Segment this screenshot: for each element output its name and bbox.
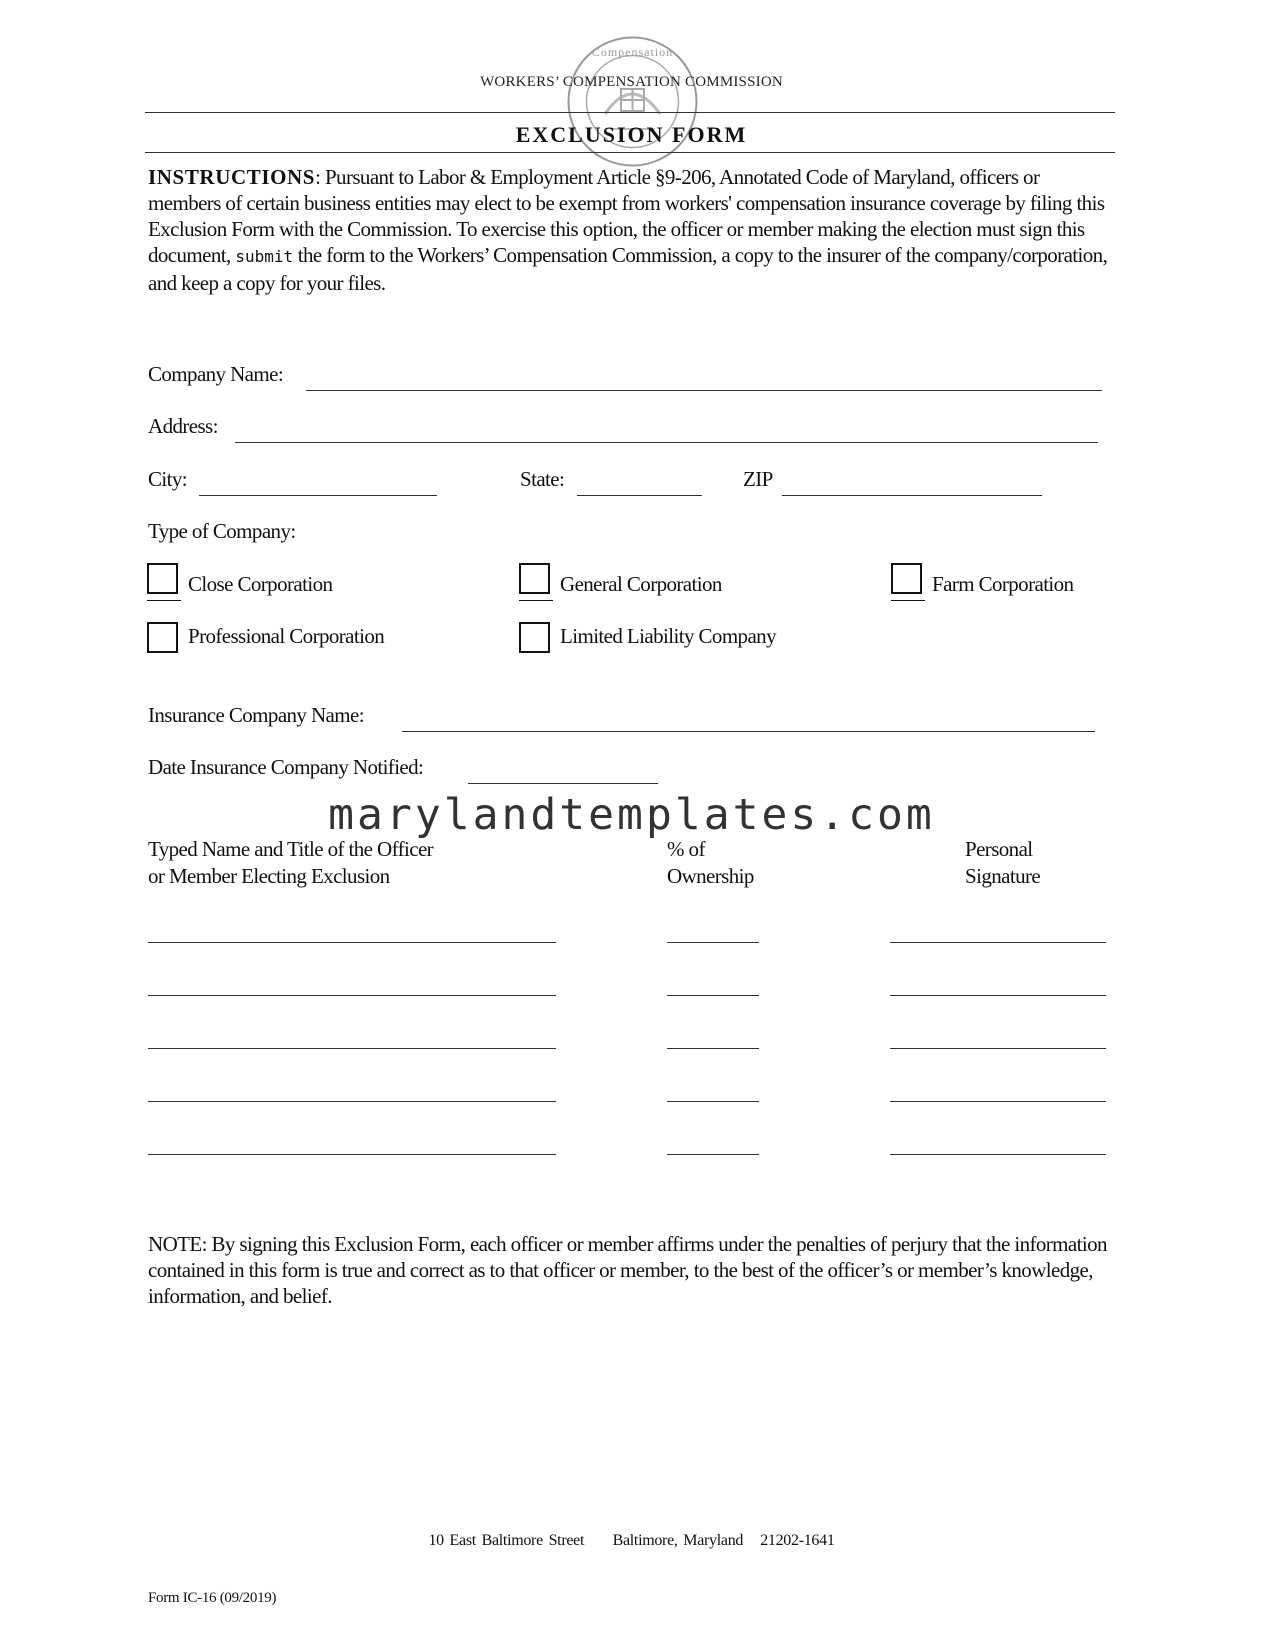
farm-corporation-checkbox[interactable] [891,563,922,594]
officer-name-header-line2: or Member Electing Exclusion [148,864,390,888]
general-corporation-checkbox[interactable] [519,563,550,594]
instructions-text-1: : Pursuant to Labor & Employment Article §9-206, Annotated Code of Maryland, officers or members of certain business entities may elect to be exempt from workers' compensation insurance coverage by filing this Exclusion Form with the Commission. To exercise this option, the officer or member making the election must sign this document, [148,165,1105,267]
farm-corporation-underline [891,600,925,601]
zip-field[interactable] [782,495,1042,496]
state-seal-icon [565,34,700,169]
general-corporation-label: General Corporation [560,572,722,596]
professional-corporation-checkbox[interactable] [147,622,178,653]
form-title: EXCLUSION FORM [515,122,748,147]
date-insurance-notified-label: Date Insurance Company Notified: [148,755,424,779]
ownership-field-3[interactable] [667,1048,759,1049]
date-insurance-notified-field[interactable] [468,783,658,784]
signature-field-5[interactable] [890,1154,1106,1155]
officer-name-field-4[interactable] [148,1101,556,1102]
address-label: Address: [148,414,218,438]
company-name-field[interactable] [306,390,1102,391]
officer-name-header [148,836,433,890]
officer-name-field-5[interactable] [148,1154,556,1155]
professional-corporation-label: Professional Corporation [188,624,385,648]
general-corporation-underline [519,600,553,601]
officer-name-field-2[interactable] [148,995,556,996]
llc-label: Limited Liability Company [560,624,776,648]
state-field[interactable] [577,495,702,496]
officer-name-header-line1: Typed Name and Title of the Officer [148,837,434,861]
llc-checkbox[interactable] [519,622,550,653]
instructions-label: INSTRUCTIONS [148,165,316,189]
ownership-header-line2: Ownership [667,864,754,888]
ownership-field-4[interactable] [667,1101,759,1102]
type-of-company-label: Type of Company: [148,519,296,543]
company-name-label: Company Name: [148,362,284,386]
header-rule-bottom [145,152,1115,153]
officer-name-field-1[interactable] [148,942,556,943]
state-label: State: [520,467,565,491]
form-id: Form IC-16 (09/2019) [148,1590,277,1606]
address-field[interactable] [235,442,1098,443]
signature-field-2[interactable] [890,995,1106,996]
signature-field-3[interactable] [890,1048,1106,1049]
ownership-field-2[interactable] [667,995,759,996]
insurance-company-name-label: Insurance Company Name: [148,703,364,727]
officer-name-field-3[interactable] [148,1048,556,1049]
close-corporation-checkbox[interactable] [147,563,178,594]
insurance-company-name-field[interactable] [402,731,1095,732]
instructions-submit-word: submit [235,247,294,266]
instructions-text-2: the form to the Workers’ Compensation Commission, a copy to the insurer of the company/corporation, and keep a copy for your files. [148,243,1108,295]
close-corporation-underline [147,600,181,601]
header-rule-top [145,112,1115,113]
zip-label: ZIP [743,467,773,491]
commission-address: 10 East Baltimore Street Baltimore, Maryland 21202-1641 [428,1532,835,1549]
ownership-field-5[interactable] [667,1154,759,1155]
city-label: City: [148,467,188,491]
city-field[interactable] [199,495,437,496]
signature-header-line1: Personal [965,837,1033,861]
signature-field-1[interactable] [890,942,1106,943]
perjury-note: NOTE: By signing this Exclusion Form, each officer or member affirms under the penalties of perjury that the information contained in this form is true and correct as to that officer or member, to the best of the officer’s or member’s knowledge, information, and belief. [148,1232,1107,1308]
close-corporation-label: Close Corporation [188,572,333,596]
ownership-header [667,836,754,890]
ownership-field-1[interactable] [667,942,759,943]
signature-header [965,836,1040,890]
farm-corporation-label: Farm Corporation [932,572,1074,596]
ownership-header-line1: % of [667,837,705,861]
signature-header-line2: Signature [965,864,1041,888]
svg-text:Compensation: Compensation [591,45,674,59]
agency-name: WORKERS’ COMPENSATION COMMISSION [480,74,783,90]
instructions [148,164,1108,296]
watermark: marylandtemplates.com [328,790,935,840]
signature-field-4[interactable] [890,1101,1106,1102]
